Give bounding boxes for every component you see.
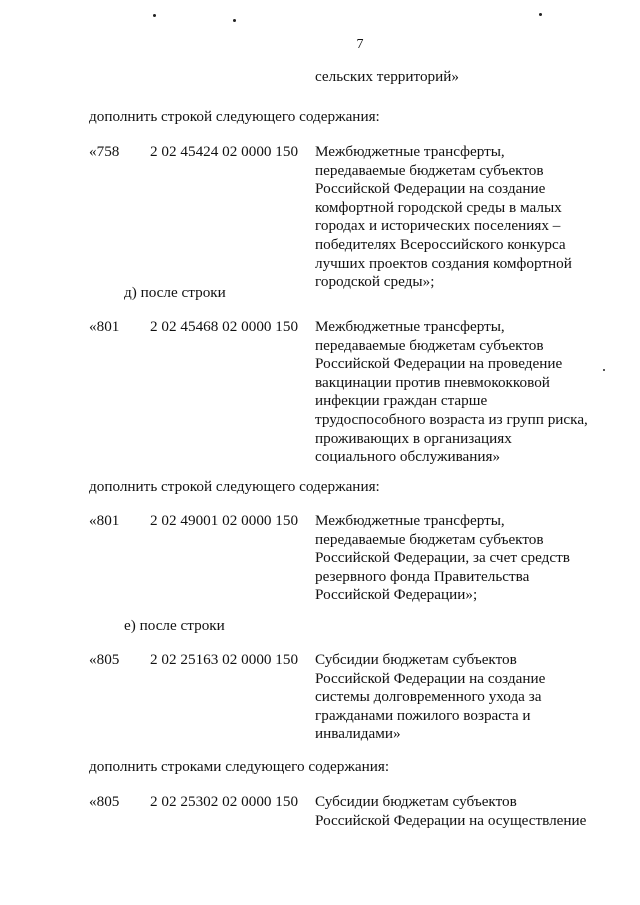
instruction-add-lines: дополнить строками следующего содержания: — [89, 758, 390, 775]
entry-description-line: Межбюджетные трансферты, — [315, 512, 505, 529]
entry-description-line: вакцинации против пневмококковой — [315, 373, 550, 391]
entry-description-line: Российской Федерации на проведение — [315, 355, 563, 373]
entry-description-line: городах и исторических поселениях – — [315, 217, 561, 235]
instruction-add-line: дополнить строкой следующего содержания: — [89, 478, 380, 495]
entry-description-line: победителях Всероссийского конкурса — [315, 235, 566, 253]
instruction-after-line: д) после строки — [124, 284, 226, 301]
entry-description-line: гражданами пожилого возраста и — [315, 706, 531, 724]
scan-speck — [233, 19, 236, 22]
scan-speck — [153, 14, 156, 17]
entry-description-line: проживающих в организациях — [315, 429, 512, 447]
entry-kbk: 2 02 25302 02 0000 150 — [150, 793, 299, 810]
entry-description-line: Российской Федерации, за счет средств — [315, 549, 570, 567]
entry-description-line: Российской Федерации на создание — [315, 669, 546, 687]
header-continuation: сельских территорий» — [315, 68, 459, 85]
entry-description-line: передаваемые бюджетам субъектов — [315, 336, 544, 354]
entry-description-line: системы долговременного ухода за — [315, 688, 542, 706]
entry-description-line: передаваемые бюджетам субъектов — [315, 530, 544, 548]
entry-description-line: социального обслуживания» — [315, 448, 501, 466]
entry-description — [315, 651, 545, 744]
entry-description-line: инфекции граждан старше — [315, 392, 488, 410]
entry-description-line: инвалидами» — [315, 725, 401, 743]
scan-speck — [539, 13, 542, 16]
entry-description — [315, 512, 570, 605]
entry-description-line: Субсидии бюджетам субъектов — [315, 793, 517, 810]
entry-description-line: Российской Федерации на осуществление — [315, 811, 587, 829]
page-number: 7 — [356, 37, 364, 52]
entry-description-line: Межбюджетные трансферты, — [315, 143, 505, 160]
entry-description-line: Российской Федерации на создание — [315, 180, 546, 198]
entry-description-line: городской среды»; — [315, 273, 435, 291]
entry-code: «758 — [89, 143, 120, 160]
entry-description-line: Межбюджетные трансферты, — [315, 318, 505, 335]
entry-description — [315, 318, 588, 467]
entry-description-line: резервного фонда Правительства — [315, 567, 530, 585]
entry-description — [315, 793, 586, 830]
entry-kbk: 2 02 49001 02 0000 150 — [150, 512, 299, 529]
entry-description-line: трудоспособного возраста из групп риска, — [315, 410, 588, 428]
entry-code: «801 — [89, 512, 120, 529]
entry-description-line: передаваемые бюджетам субъектов — [315, 161, 544, 179]
entry-code: «805 — [89, 793, 120, 810]
entry-description-line: Российской Федерации»; — [315, 586, 478, 604]
scan-speck — [603, 369, 605, 371]
entry-description-line: комфортной городской среды в малых — [315, 198, 562, 216]
entry-description-line: лучших проектов создания комфортной — [315, 254, 572, 272]
instruction-add-line: дополнить строкой следующего содержания: — [89, 108, 380, 125]
instruction-after-line: е) после строки — [124, 617, 225, 634]
entry-kbk: 2 02 45424 02 0000 150 — [150, 143, 299, 160]
entry-code: «805 — [89, 651, 120, 668]
entry-description — [315, 143, 572, 292]
entry-code: «801 — [89, 318, 120, 335]
entry-kbk: 2 02 45468 02 0000 150 — [150, 318, 299, 335]
entry-kbk: 2 02 25163 02 0000 150 — [150, 651, 299, 668]
entry-description-line: Субсидии бюджетам субъектов — [315, 651, 517, 668]
